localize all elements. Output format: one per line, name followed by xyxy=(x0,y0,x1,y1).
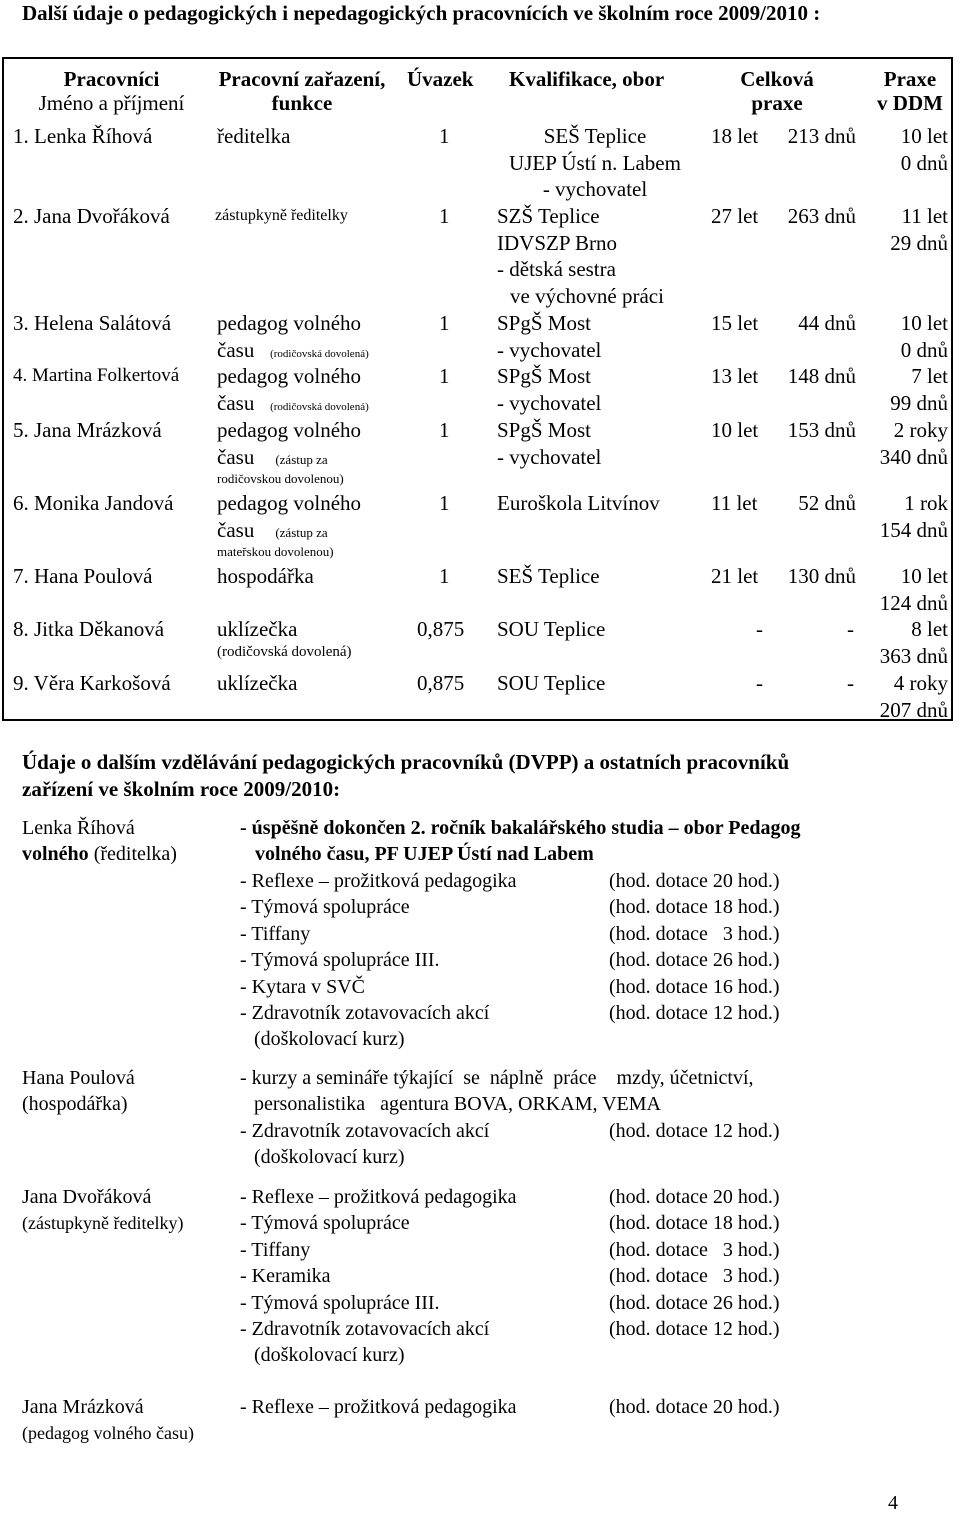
person-role-bold: volného xyxy=(22,843,89,866)
staff-load: 0,875 xyxy=(417,617,465,641)
staff-role: ředitelka xyxy=(217,124,291,148)
course-name: - Reflexe – prožitková pedagogika xyxy=(240,1186,517,1208)
page-title: Další údaje o pedagogických i nepedagogických pracovnících ve školním roce 2009/2010 : xyxy=(22,1,821,25)
staff-load: 1 xyxy=(439,124,450,148)
qual-line: UJEP Ústí n. Labem xyxy=(509,150,681,175)
qual-line: ve výchovné práci xyxy=(510,283,664,308)
course-description: personalistika agentura BOVA, ORKAM, VEMA xyxy=(254,1093,662,1116)
staff-table xyxy=(2,57,953,721)
role-line: uklízečka xyxy=(217,617,298,641)
total-days: 263 dnů xyxy=(787,204,856,228)
total-years: 13 let xyxy=(711,364,759,388)
ddm-years: 2 roky xyxy=(893,418,948,442)
person-role: (pedagog volného času) xyxy=(22,1423,194,1444)
course-list xyxy=(240,868,860,1053)
study-highlight xyxy=(240,815,800,868)
staff-role xyxy=(217,310,393,367)
course-item xyxy=(240,868,860,894)
role-note: rodičovskou dovolenou) xyxy=(217,471,344,486)
ddm-days: 363 dnů xyxy=(879,643,948,668)
course-description: - kurzy a semináře týkající se náplně práce mzdy, účetnictví, xyxy=(240,1067,754,1089)
role-note: (zástup za xyxy=(275,524,328,540)
staff-role xyxy=(217,363,393,420)
course-name: - Tiffany xyxy=(240,922,311,945)
ddm-years: 4 roky xyxy=(893,671,948,695)
staff-load: 1 xyxy=(439,204,450,228)
staff-load: 1 xyxy=(439,564,450,588)
staff-role xyxy=(217,417,393,488)
staff-name: 5. Jana Mrázková xyxy=(13,418,162,442)
staff-load: 0,875 xyxy=(417,671,465,695)
dvpp-title-line1: Údaje o dalším vzdělávání pedagogických pracovníků (DVPP) a ostatních pracovníků xyxy=(22,750,790,774)
course-hours: (hod. dotace 3 hod.) xyxy=(609,922,780,945)
person-name xyxy=(22,1394,194,1447)
person-role: (ředitelka) xyxy=(88,843,177,866)
ddm-days: 99 dnů xyxy=(890,390,948,415)
staff-qualification: SOU Teplice xyxy=(497,617,606,641)
total-years: - xyxy=(756,617,763,641)
ddm-years: 10 let xyxy=(900,124,948,148)
role-note: (rodičovská dovolená) xyxy=(270,400,369,413)
ddm-years: 1 rok xyxy=(904,491,948,515)
total-days: - xyxy=(847,617,854,641)
ddm-years: 10 let xyxy=(900,564,948,588)
dvpp-title-line2: zařízení ve školním roce 2009/2010: xyxy=(22,777,341,801)
person-name-text: Lenka Říhová xyxy=(22,817,135,839)
header-role-line1: Pracovní zařazení, xyxy=(218,67,386,91)
ddm-days: 340 dnů xyxy=(879,444,948,469)
staff-load: 1 xyxy=(439,491,450,515)
course-name: - Zdravotník zotavovacích akcí xyxy=(240,1119,490,1142)
ddm-practice xyxy=(864,490,948,543)
ddm-practice xyxy=(864,123,948,176)
qual-line: SPgŠ Most xyxy=(497,364,591,388)
header-total-line1: Celková xyxy=(740,67,814,91)
course-item xyxy=(240,974,860,1000)
header-load: Úvazek xyxy=(407,67,474,91)
ddm-days: 124 dnů xyxy=(879,590,948,615)
course-list xyxy=(240,1184,860,1369)
staff-load: 1 xyxy=(439,418,450,442)
ddm-days: 0 dnů xyxy=(900,150,948,175)
staff-qualification xyxy=(490,123,700,203)
total-days: - xyxy=(847,671,854,695)
course-hours: (hod. dotace 18 hod.) xyxy=(609,1212,780,1235)
staff-load: 1 xyxy=(439,364,450,388)
course-hours: (hod. dotace 20 hod.) xyxy=(609,870,780,892)
staff-qualification xyxy=(497,363,601,416)
course-hours: (hod. dotace 20 hod.) xyxy=(609,1186,780,1208)
course-hours: (hod. dotace 20 hod.) xyxy=(609,1396,780,1418)
staff-name: 8. Jitka Děkanová xyxy=(13,617,165,641)
staff-name: 7. Hana Poulová xyxy=(13,564,153,588)
total-years: 15 let xyxy=(711,311,759,335)
role-line: času xyxy=(217,517,255,542)
course-item xyxy=(240,1263,860,1289)
person-name-text: Jana Mrázková xyxy=(22,1396,144,1418)
role-note: (rodičovská dovolená) xyxy=(217,643,352,660)
ddm-practice xyxy=(864,363,948,416)
header-ddm-practice xyxy=(870,67,950,115)
course-item xyxy=(240,1237,860,1263)
staff-name: 1. Lenka Říhová xyxy=(13,124,153,148)
staff-qualification xyxy=(497,203,664,309)
header-qualification: Kvalifikace, obor xyxy=(509,67,665,91)
staff-role: hospodářka xyxy=(217,564,314,588)
total-years: - xyxy=(756,671,763,695)
staff-qualification: SEŠ Teplice xyxy=(497,564,600,588)
qual-line: SZŠ Teplice xyxy=(497,204,600,228)
ddm-practice xyxy=(864,417,948,470)
course-item xyxy=(240,1394,860,1420)
course-item xyxy=(240,921,860,947)
course-name: - Zdravotník zotavovacích akcí xyxy=(240,1001,490,1024)
person-name xyxy=(22,815,177,868)
role-line: času xyxy=(217,390,255,415)
person-name-text: Jana Dvořáková xyxy=(22,1186,152,1208)
person-name xyxy=(22,1065,135,1118)
dvpp-title xyxy=(22,749,789,803)
course-item xyxy=(240,894,860,920)
study-line2: volného času, PF UJEP Ústí nad Labem xyxy=(255,843,594,866)
header-name xyxy=(24,67,199,115)
staff-load: 1 xyxy=(439,311,450,335)
staff-role: zástupkyně ředitelky xyxy=(215,207,348,224)
staff-qualification xyxy=(497,417,601,470)
course-note: (doškolovací kurz) xyxy=(254,1146,405,1169)
role-line: pedagog volného xyxy=(217,364,362,388)
staff-role: uklízečka xyxy=(217,671,298,695)
course-item xyxy=(240,1118,860,1144)
course-name: - Zdravotník zotavovacích akcí xyxy=(240,1317,490,1340)
course-name: - Týmová spolupráce III. xyxy=(240,949,440,972)
course-hours: (hod. dotace 3 hod.) xyxy=(609,1238,780,1261)
ddm-practice xyxy=(864,203,948,256)
total-days: 148 dnů xyxy=(787,364,856,388)
header-name-line1: Pracovníci xyxy=(63,67,160,91)
qual-line: IDVSZP Brno xyxy=(497,230,617,255)
ddm-practice xyxy=(864,616,948,669)
person-role: (hospodářka) xyxy=(22,1093,128,1116)
staff-name: 6. Monika Jandová xyxy=(13,491,174,515)
staff-name: 2. Jana Dvořáková xyxy=(13,204,170,228)
course-list xyxy=(240,1065,860,1171)
role-note: (rodičovská dovolená) xyxy=(270,347,369,360)
qual-line: SPgŠ Most xyxy=(497,311,591,335)
header-ddm-line1: Praxe xyxy=(883,67,937,91)
staff-qualification: Euroškola Litvínov xyxy=(497,491,660,515)
qual-line: - dětská sestra xyxy=(497,257,616,281)
header-ddm-line2: v DDM xyxy=(877,91,943,115)
role-note: mateřskou dovolenou) xyxy=(217,544,334,559)
staff-qualification: SOU Teplice xyxy=(497,671,606,695)
staff-name: 4. Martina Folkertová xyxy=(13,365,180,386)
ddm-years: 7 let xyxy=(911,364,948,388)
ddm-years: 11 let xyxy=(901,204,948,228)
person-role: (zástupkyně ředitelky) xyxy=(22,1213,184,1234)
course-name: - Keramika xyxy=(240,1265,331,1288)
ddm-practice xyxy=(864,310,948,363)
course-item xyxy=(240,1290,860,1316)
qual-line: - vychovatel xyxy=(542,177,648,201)
course-item xyxy=(240,1000,860,1026)
ddm-days: 207 dnů xyxy=(879,697,948,722)
role-note: (zástup za xyxy=(275,451,328,467)
total-days: 213 dnů xyxy=(787,124,856,148)
ddm-days: 154 dnů xyxy=(879,517,948,542)
qual-line: SEŠ Teplice xyxy=(543,124,647,148)
qual-line: - vychovatel xyxy=(497,337,602,362)
course-note: (doškolovací kurz) xyxy=(254,1344,405,1367)
qual-line: - vychovatel xyxy=(497,390,602,415)
role-line: pedagog volného xyxy=(217,311,362,335)
course-hours: (hod. dotace 12 hod.) xyxy=(609,1119,780,1142)
course-hours: (hod. dotace 26 hod.) xyxy=(609,949,780,972)
header-role-line2: funkce xyxy=(271,91,333,115)
course-item xyxy=(240,1210,860,1236)
total-days: 52 dnů xyxy=(798,491,856,515)
course-note: (doškolovací kurz) xyxy=(254,1028,405,1051)
person-name xyxy=(22,1184,183,1237)
page-number: 4 xyxy=(888,1492,898,1514)
total-years: 10 let xyxy=(711,418,759,442)
staff-role xyxy=(217,616,352,661)
staff-name: 9. Věra Karkošová xyxy=(13,671,171,695)
course-hours: (hod. dotace 12 hod.) xyxy=(609,1001,780,1024)
qual-line: SPgŠ Most xyxy=(497,418,591,442)
course-item xyxy=(240,1184,860,1210)
role-line: pedagog volného xyxy=(217,491,362,515)
header-total-practice xyxy=(722,67,832,115)
ddm-days: 29 dnů xyxy=(890,230,948,255)
course-hours: (hod. dotace 16 hod.) xyxy=(609,975,780,998)
study-line1: - úspěšně dokončen 2. ročník bakalářského studia – obor Pedagog xyxy=(240,817,801,839)
person-name-text: Hana Poulová xyxy=(22,1067,135,1089)
staff-qualification xyxy=(497,310,601,363)
course-hours: (hod. dotace 26 hod.) xyxy=(609,1291,780,1314)
course-name: - Týmová spolupráce xyxy=(240,1212,410,1235)
total-years: 18 let xyxy=(711,124,759,148)
staff-role xyxy=(217,490,393,561)
course-item xyxy=(240,947,860,973)
ddm-years: 8 let xyxy=(911,617,948,641)
course-hours: (hod. dotace 18 hod.) xyxy=(609,896,780,919)
total-years: 11 let xyxy=(711,491,758,515)
staff-name: 3. Helena Salátová xyxy=(13,311,172,335)
course-name: - Týmová spolupráce xyxy=(240,896,410,919)
header-total-line2: praxe xyxy=(751,91,803,115)
ddm-practice xyxy=(864,563,948,616)
ddm-practice xyxy=(864,670,948,723)
header-role xyxy=(212,67,392,115)
course-name: - Reflexe – prožitková pedagogika xyxy=(240,870,517,892)
ddm-days: 0 dnů xyxy=(900,337,948,362)
role-line: pedagog volného xyxy=(217,418,362,442)
course-item xyxy=(240,1316,860,1342)
total-years: 27 let xyxy=(711,204,759,228)
course-name: - Reflexe – prožitková pedagogika xyxy=(240,1396,517,1418)
ddm-years: 10 let xyxy=(900,311,948,335)
total-days: 44 dnů xyxy=(798,311,856,335)
course-hours: (hod. dotace 3 hod.) xyxy=(609,1265,780,1288)
course-name: - Tiffany xyxy=(240,1238,311,1261)
total-days: 130 dnů xyxy=(787,564,856,588)
header-name-line2: Jméno a příjmení xyxy=(38,91,185,115)
course-name: - Kytara v SVČ xyxy=(240,975,365,998)
role-line: času xyxy=(217,444,255,469)
qual-line: - vychovatel xyxy=(497,444,602,469)
course-name: - Týmová spolupráce III. xyxy=(240,1291,440,1314)
course-list xyxy=(240,1394,860,1420)
total-days: 153 dnů xyxy=(787,418,856,442)
total-years: 21 let xyxy=(711,564,759,588)
role-line: času xyxy=(217,337,255,362)
course-hours: (hod. dotace 12 hod.) xyxy=(609,1317,780,1340)
